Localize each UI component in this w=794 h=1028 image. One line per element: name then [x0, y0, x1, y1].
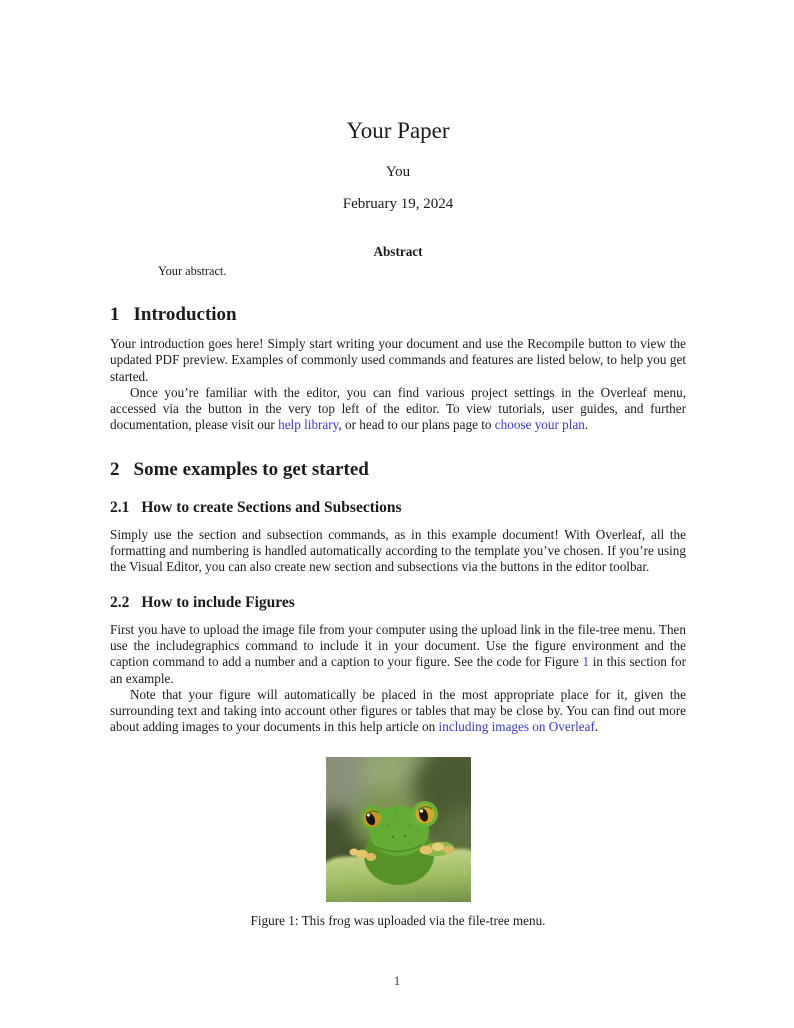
including-images-link[interactable]: including images on Overleaf: [438, 719, 595, 735]
paragraph-text: , or head to our plans page to: [338, 417, 495, 433]
subsection-2-2-paragraph-2: [110, 687, 686, 736]
subsection-2-2-heading: [110, 594, 686, 612]
paragraph-text: .: [584, 417, 589, 433]
subsection-2-1-heading: [110, 499, 686, 517]
section-1-heading: [110, 304, 686, 326]
abstract-heading: Abstract: [373, 244, 423, 259]
section-2-title: Some examples to get started: [133, 458, 369, 480]
choose-your-plan-link[interactable]: choose your plan: [494, 417, 585, 433]
help-library-link[interactable]: help library: [278, 417, 339, 433]
section-2-heading: [110, 459, 686, 481]
subsection-2-2-title: How to include Figures: [141, 593, 295, 611]
paragraph-text: Once you’re familiar with the editor, you can find various project settings in the Overleaf menu, accessed via the button in the very top left of the editor. To view tutorials, user guides, and further documentation, please visit our: [110, 384, 686, 433]
paragraph-text: Note that your figure will automatically be placed in the most appropriate place for it, given the surrounding text and taking into account other figures or tables that may be close by. You can find out more about adding images to your documents in this help article on: [110, 686, 686, 735]
section-2-number: 2: [110, 458, 120, 480]
subsection-2-1-number: 2.1: [110, 498, 130, 516]
subsection-2-1-title: How to create Sections and Subsections: [141, 498, 402, 516]
section-1-paragraph-1: Your introduction goes here! Simply start writing your document and use the Recompile button to view the updated PDF preview. Examples of commonly used commands and features are listed below, to help you get started.: [110, 336, 686, 384]
subsection-2-2-number: 2.2: [110, 593, 130, 611]
section-1-paragraph-2: [110, 385, 686, 434]
paper-title: Your Paper: [346, 118, 450, 143]
subsection-2-2-paragraph-1: [110, 622, 686, 687]
paragraph-text: First you have to upload the image file from your computer using the upload link in the file-tree menu. Then use the includegraphics command to include it in your document. Use the figure environment and the caption command to add a number and a caption to your figure. See the code for Figure: [110, 621, 686, 670]
figure-1-caption: Figure 1: This frog was uploaded via the file-tree menu.: [250, 912, 546, 928]
section-1-number: 1: [110, 304, 120, 325]
paragraph-text: in this section for an example.: [110, 654, 686, 686]
page-content: [110, 0, 686, 929]
figure-1-reference-link[interactable]: 1: [582, 654, 590, 670]
paper-date: February 19, 2024: [342, 196, 454, 212]
paper-author: You: [385, 164, 411, 180]
page-number: 1: [393, 973, 401, 988]
figure-1: [110, 757, 686, 902]
frog-photo: [326, 757, 471, 902]
subsection-2-1-paragraph: Simply use the section and subsection commands, as in this example document! With Overleaf, all the formatting and numbering is handled automatically according to the template you’ve chosen. If you’re using the Visual Editor, you can also create new section and subsections via the buttons in the editor toolbar.: [110, 526, 686, 575]
paragraph-text: .: [594, 719, 599, 735]
section-1-title: Introduction: [133, 304, 237, 325]
abstract-text: Your abstract.: [158, 264, 227, 278]
